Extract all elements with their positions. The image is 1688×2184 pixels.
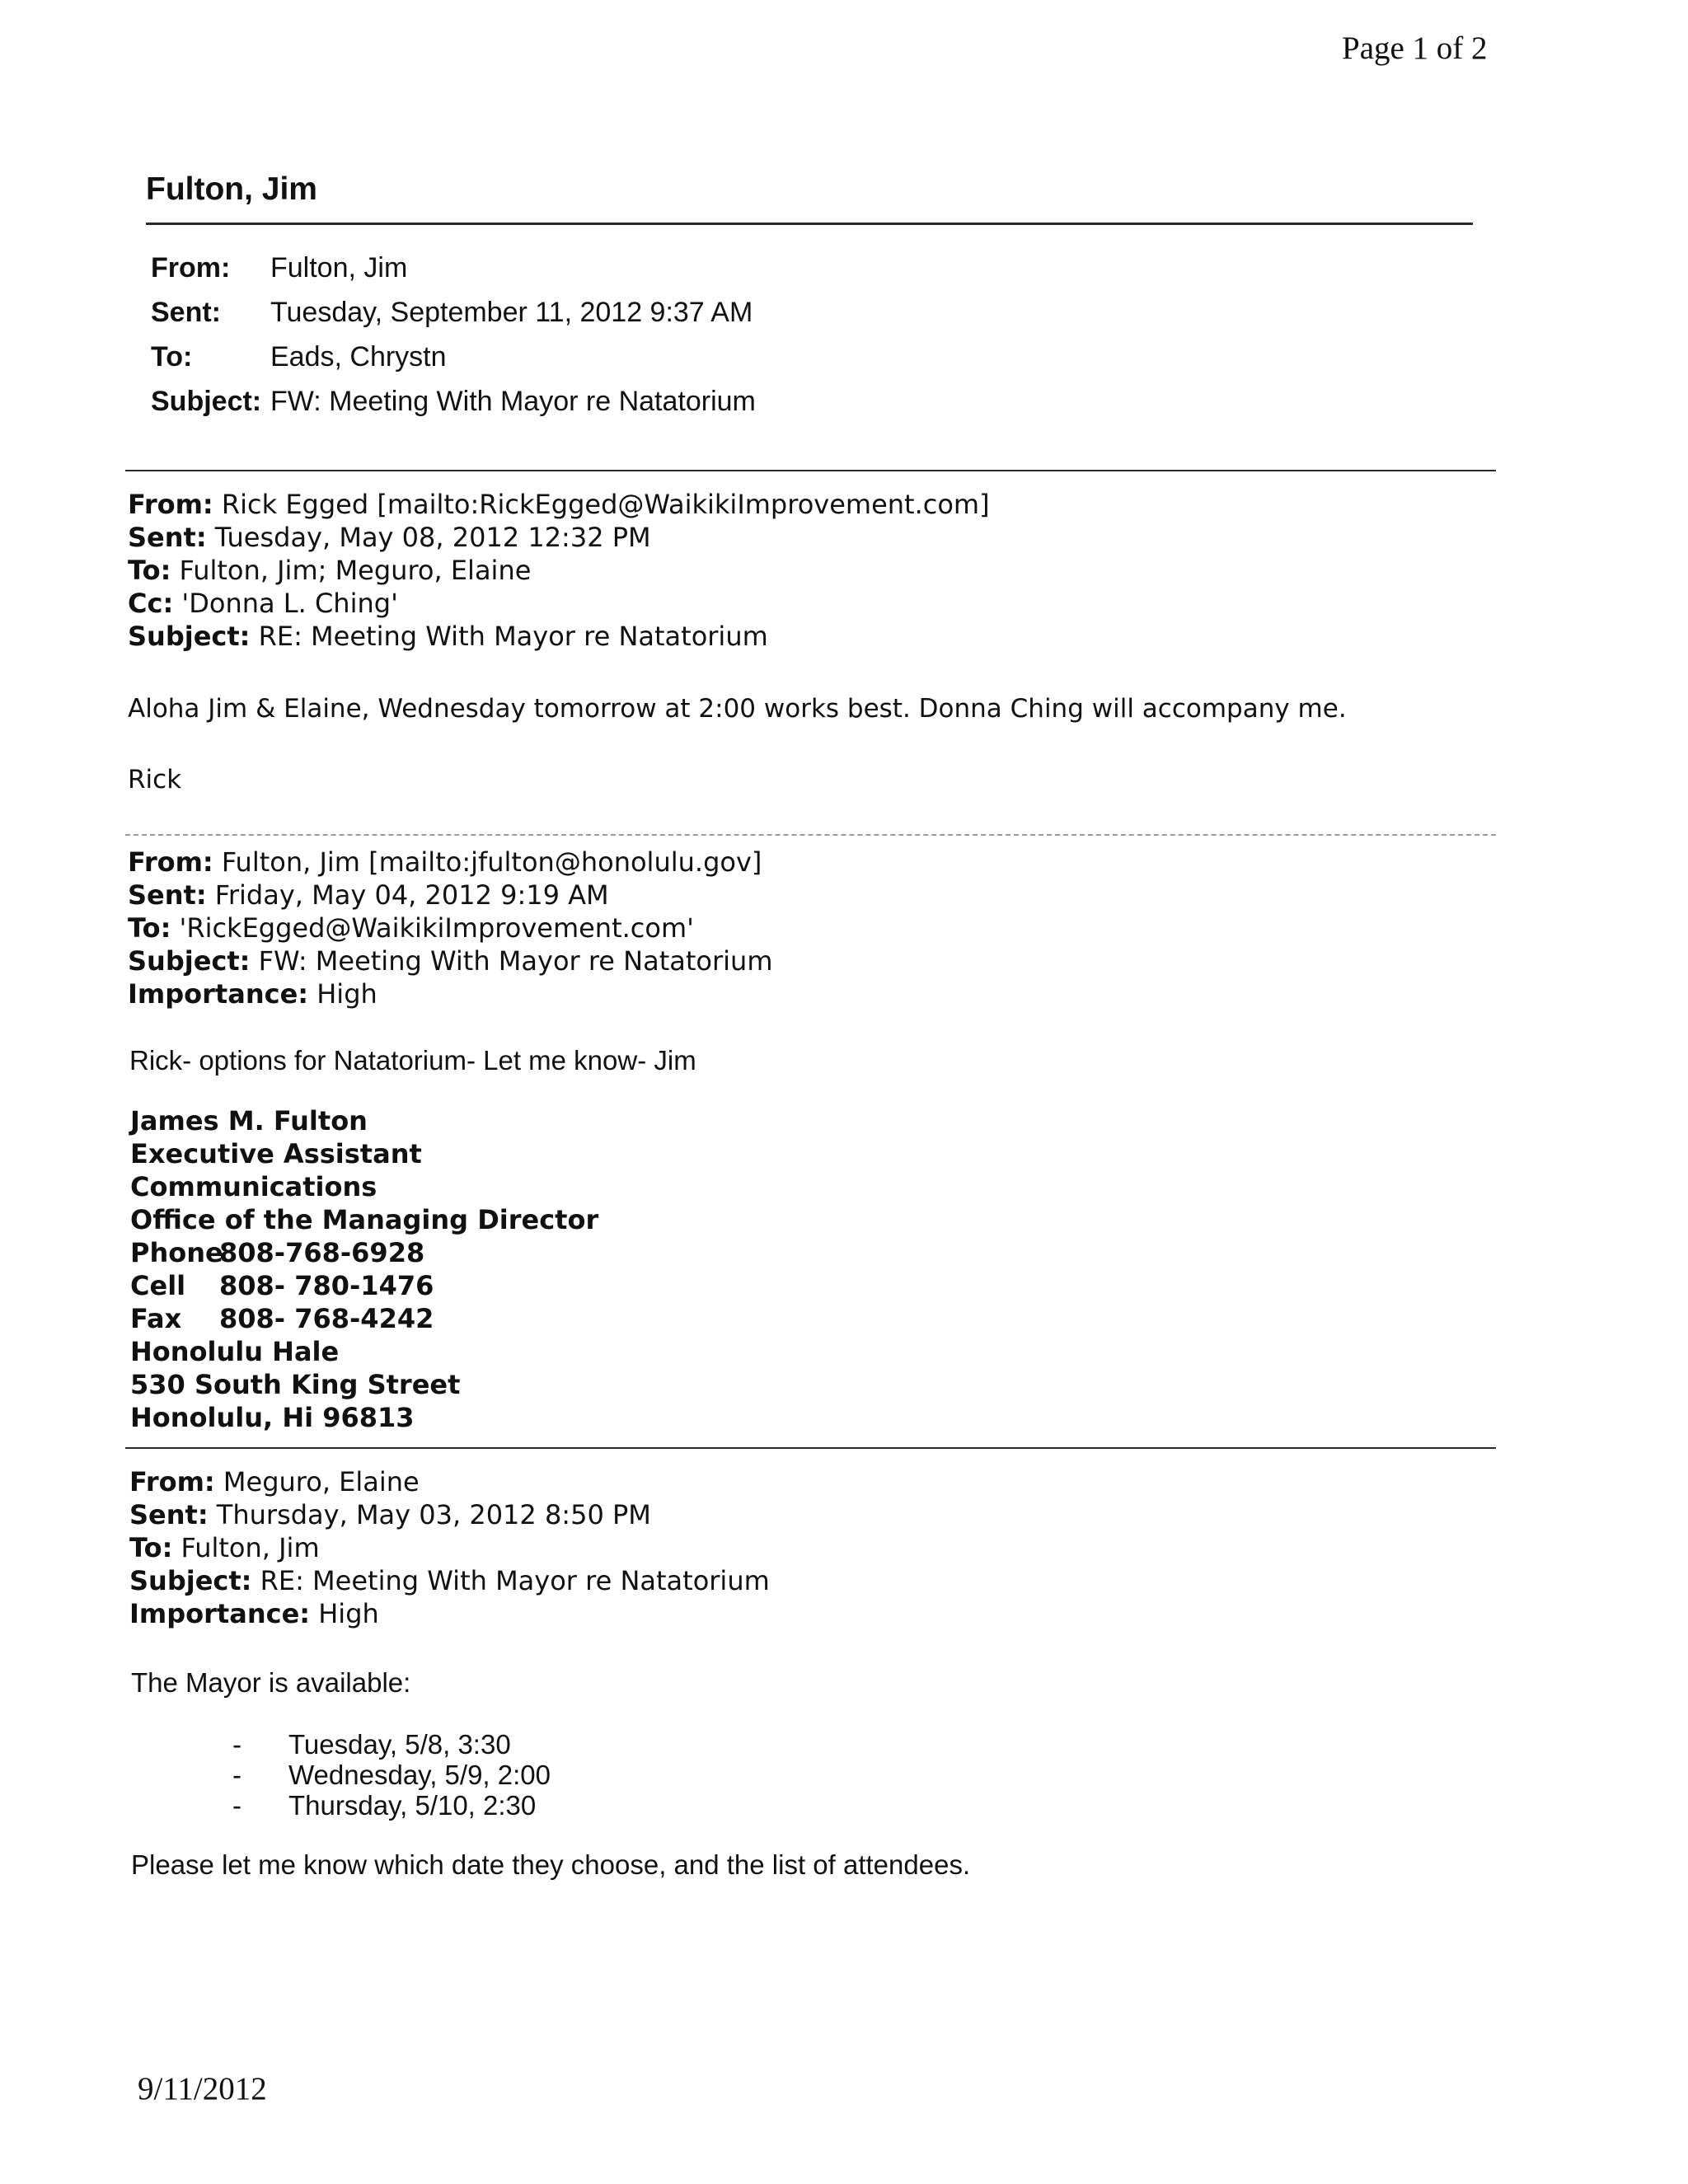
list-item-text: Tuesday, 5/8, 3:30 [288, 1729, 511, 1760]
message-3-intro: The Mayor is available: [131, 1667, 411, 1698]
list-bullet: - [232, 1729, 241, 1760]
msg3-sent [129, 1498, 770, 1531]
list-item [232, 1729, 551, 1760]
list-bullet: - [232, 1760, 241, 1790]
field-label: From: [128, 846, 213, 878]
field-label: Sent: [128, 879, 207, 911]
field-label: Sent: [129, 1499, 209, 1530]
phone-label: Phone [130, 1237, 223, 1268]
message-3-headers [129, 1465, 770, 1630]
fax-label: Fax [130, 1303, 182, 1334]
field-label: From: [129, 1466, 215, 1497]
message-2-body: Rick- options for Natatorium- Let me know- Jim [129, 1045, 696, 1076]
field-value: Fulton, Jim [172, 1532, 320, 1563]
message-divider [125, 470, 1496, 471]
availability-list [232, 1729, 551, 1821]
field-label: Cc: [128, 588, 174, 619]
field-value: Meguro, Elaine [214, 1466, 420, 1497]
email-header-table [151, 246, 756, 424]
header-row-to [151, 335, 756, 379]
sender-name-heading: Fulton, Jim [146, 171, 317, 207]
page-number: Page 1 of 2 [1342, 30, 1488, 66]
cell-label: Cell [130, 1270, 186, 1301]
message-3-closing: Please let me know which date they choose, and the list of attendees. [131, 1849, 971, 1880]
field-label: Sent: [128, 522, 207, 553]
field-value: 'Donna L. Ching' [173, 588, 398, 619]
signature-building: Honolulu Hale [130, 1336, 340, 1367]
msg3-from [129, 1465, 770, 1498]
field-label: To: [128, 555, 171, 586]
header-divider [146, 223, 1473, 225]
msg2-sent [128, 879, 772, 912]
header-value: Fulton, Jim [270, 252, 408, 284]
header-row-from [151, 246, 756, 290]
signature-fax-row [130, 1302, 598, 1335]
message-divider [125, 834, 1496, 836]
header-label: To: [151, 341, 193, 373]
field-label: From: [128, 489, 213, 520]
field-value: RE: Meeting With Mayor re Natatorium [251, 1565, 770, 1596]
header-value: Eads, Chrystn [270, 341, 447, 373]
field-label: Importance: [129, 1598, 311, 1629]
signature-title: Executive Assistant [130, 1138, 422, 1169]
field-label: To: [128, 912, 171, 944]
field-value: Fulton, Jim [mailto:jfulton@honolulu.gov] [213, 846, 762, 878]
msg2-from [128, 846, 772, 879]
list-item [232, 1760, 551, 1790]
field-value: Rick Egged [mailto:RickEgged@WaikikiImprovement.com] [213, 489, 990, 520]
footer-date: 9/11/2012 [138, 2071, 267, 2107]
field-label: To: [129, 1532, 173, 1563]
signature-cell-row [130, 1269, 598, 1302]
msg1-from [128, 488, 990, 521]
message-1-headers [128, 488, 990, 653]
msg3-subject [129, 1564, 770, 1597]
signature-department: Communications [130, 1171, 377, 1202]
field-label: Subject: [128, 945, 251, 977]
message-divider [125, 1447, 1496, 1449]
signature-name: James M. Fulton [130, 1105, 368, 1137]
message-1-signoff: Rick [128, 765, 182, 794]
field-value: Fulton, Jim; Meguro, Elaine [171, 555, 532, 586]
field-value: Friday, May 04, 2012 9:19 AM [206, 879, 609, 911]
message-2-headers [128, 846, 772, 1010]
signature-city: Honolulu, Hi 96813 [130, 1402, 415, 1433]
field-value: Tuesday, May 08, 2012 12:32 PM [206, 522, 651, 553]
phone-number: 808-768-6928 [219, 1237, 425, 1268]
msg1-to [128, 554, 990, 587]
signature-phone-row [130, 1236, 598, 1269]
header-row-subject [151, 379, 756, 424]
msg2-subject [128, 944, 772, 977]
field-value: 'RickEgged@WaikikiImprovement.com' [171, 912, 694, 944]
header-row-sent [151, 290, 756, 335]
field-value: RE: Meeting With Mayor re Natatorium [250, 621, 768, 652]
msg1-cc [128, 587, 990, 620]
header-label: Sent: [151, 297, 221, 328]
cell-number: 808- 780-1476 [219, 1270, 434, 1301]
signature-office: Office of the Managing Director [130, 1204, 599, 1235]
header-value: Tuesday, September 11, 2012 9:37 AM [270, 297, 753, 328]
msg1-sent [128, 521, 990, 554]
list-item-text: Thursday, 5/10, 2:30 [288, 1790, 537, 1821]
header-label: Subject: [151, 386, 262, 417]
fax-number: 808- 768-4242 [219, 1303, 434, 1334]
signature-street: 530 South King Street [130, 1369, 461, 1400]
field-label: Importance: [128, 978, 309, 1010]
msg3-to [129, 1531, 770, 1564]
field-label: Subject: [129, 1565, 252, 1596]
msg2-importance [128, 977, 772, 1010]
field-value: FW: Meeting With Mayor re Natatorium [250, 945, 773, 977]
header-label: From: [151, 252, 231, 284]
msg2-to [128, 912, 772, 944]
field-value: High [308, 978, 377, 1010]
field-label: Subject: [128, 621, 251, 652]
field-value: Thursday, May 03, 2012 8:50 PM [208, 1499, 651, 1530]
signature-block [130, 1104, 598, 1434]
msg3-importance [129, 1597, 770, 1630]
list-item [232, 1790, 551, 1821]
message-1-body: Aloha Jim & Elaine, Wednesday tomorrow at 2:00 works best. Donna Ching will accompany me. [128, 694, 1347, 724]
list-item-text: Wednesday, 5/9, 2:00 [288, 1760, 551, 1790]
field-value: High [310, 1598, 379, 1629]
list-bullet: - [232, 1790, 241, 1821]
header-value: FW: Meeting With Mayor re Natatorium [270, 386, 756, 417]
msg1-subject [128, 620, 990, 653]
